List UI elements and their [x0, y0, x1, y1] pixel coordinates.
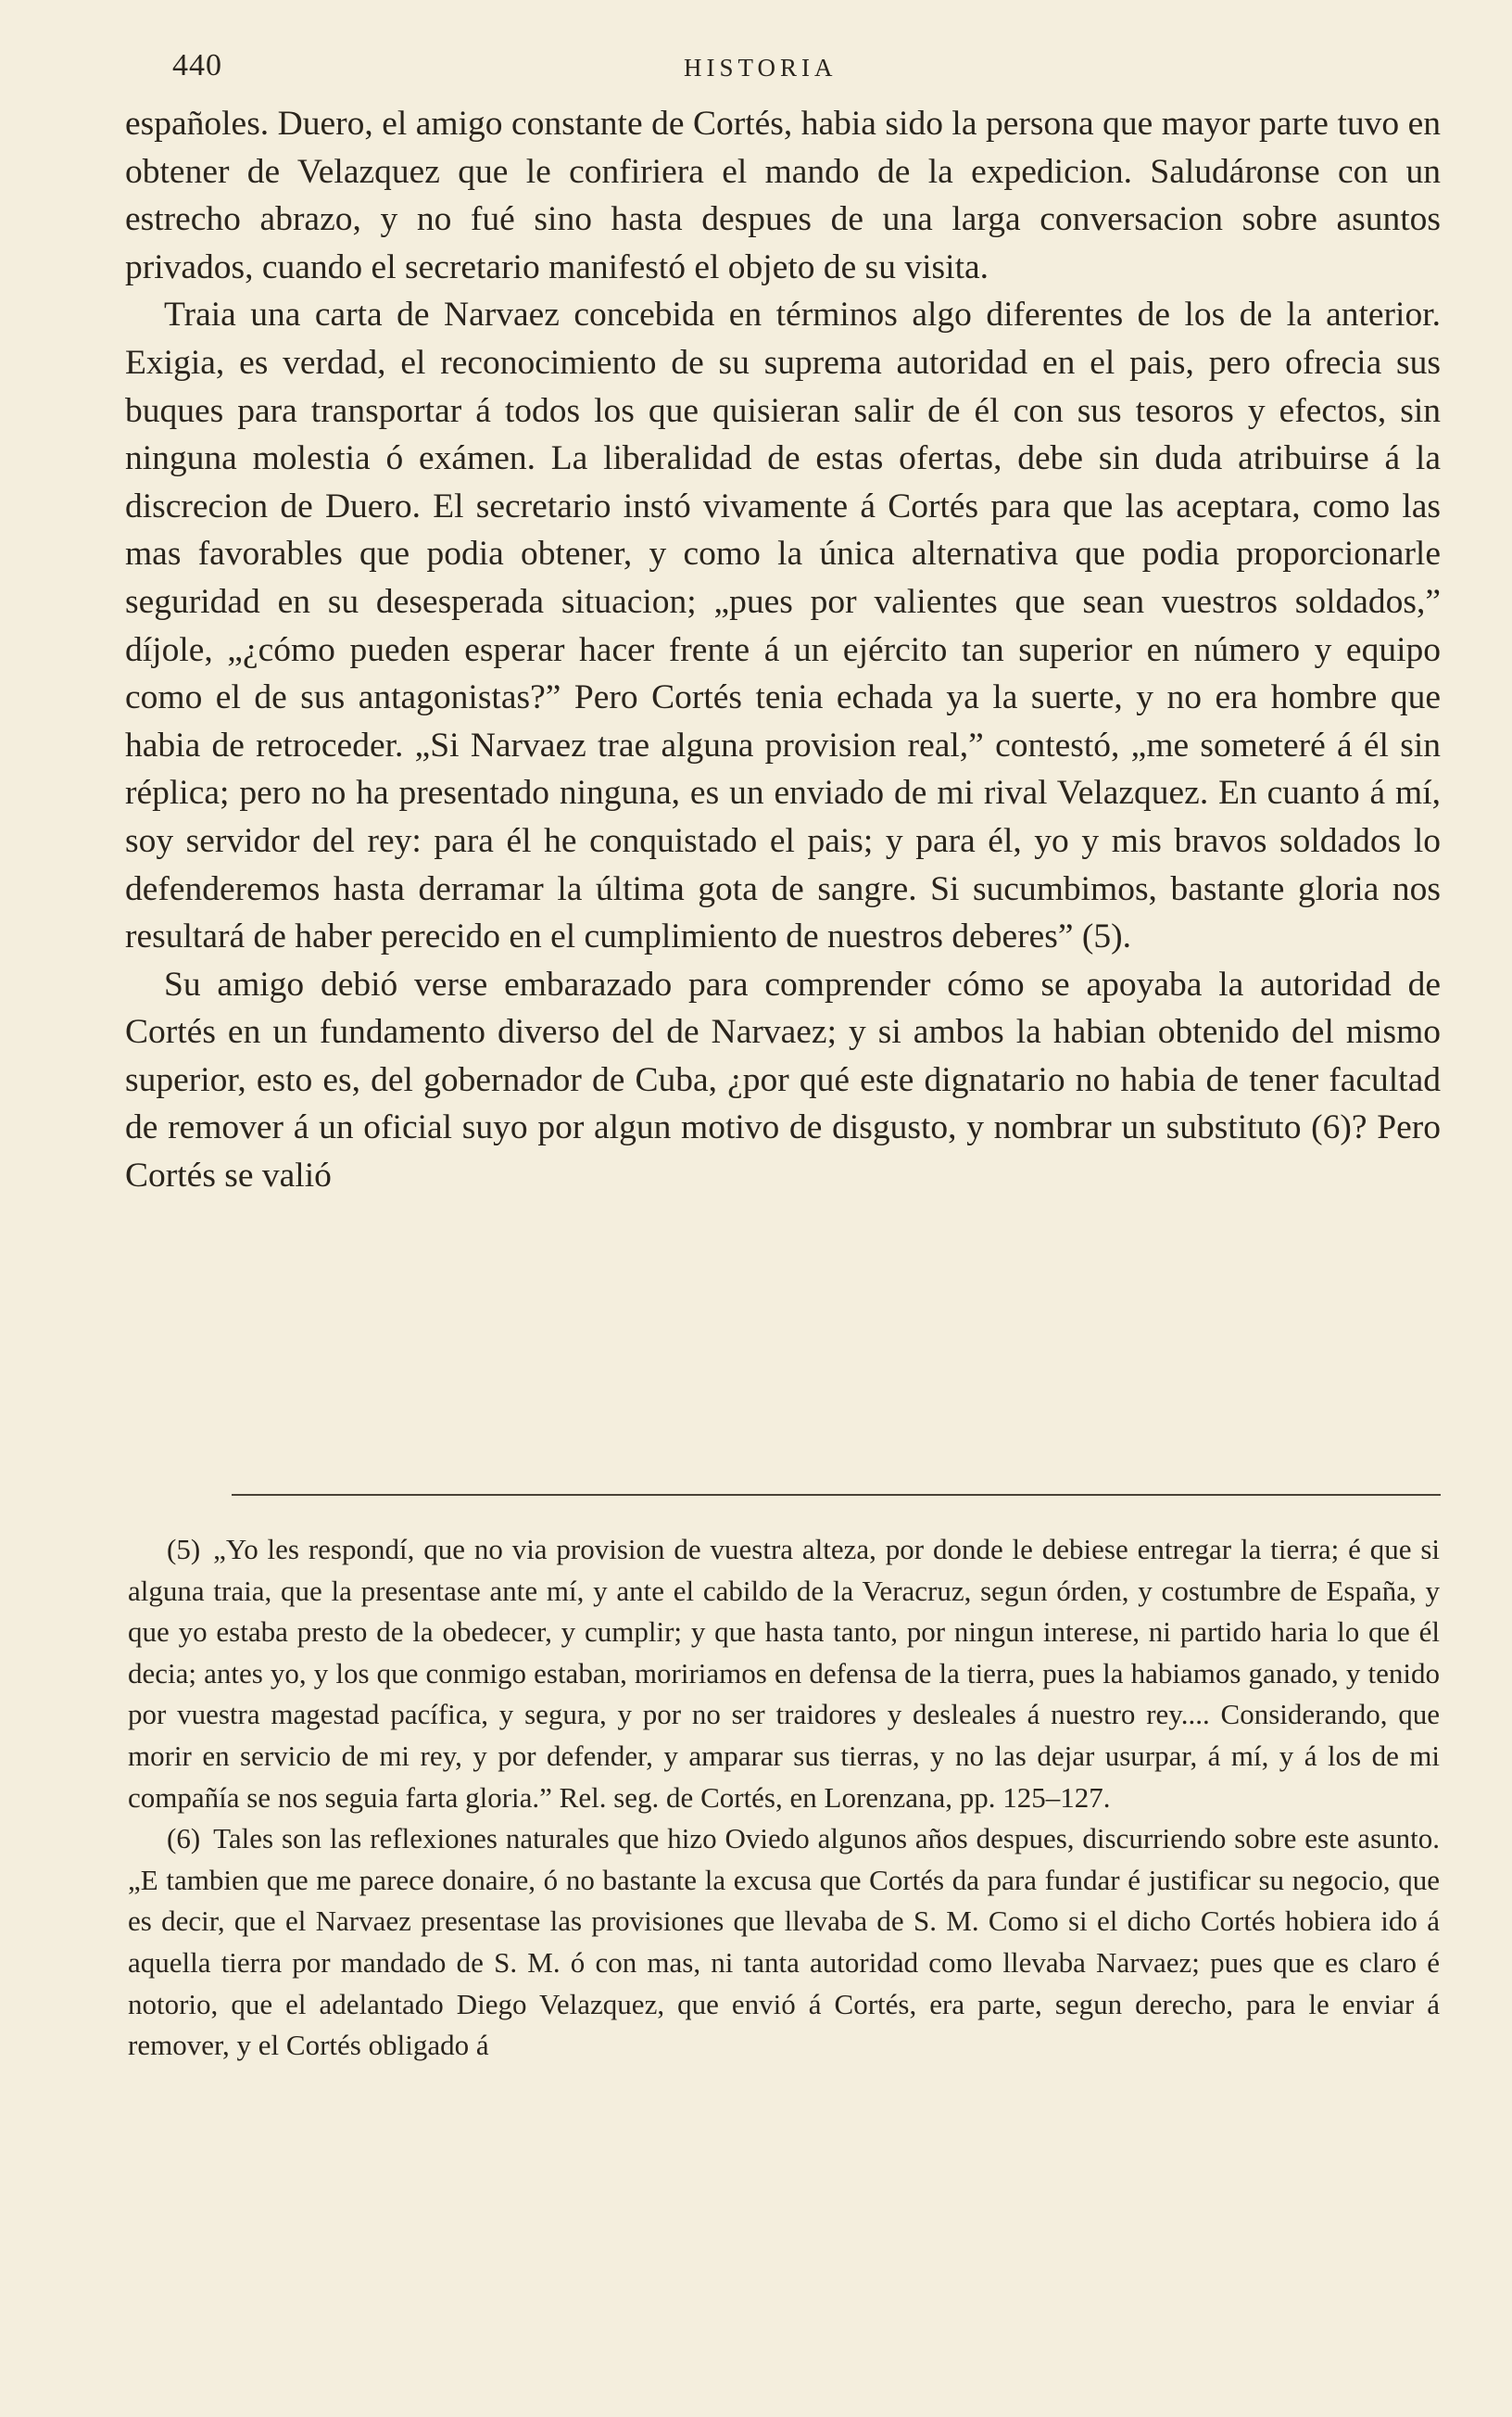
- body-text: [125, 100, 1441, 1200]
- running-title: HISTORIA: [684, 54, 838, 82]
- footnote-separator-rule: [232, 1494, 1441, 1496]
- page-number: 440: [172, 48, 222, 82]
- footnote-5-mark: (5): [167, 1533, 201, 1565]
- footnote-5: [128, 1529, 1440, 1818]
- footnote-6-mark: (6): [167, 1822, 201, 1855]
- footnote-6: [128, 1818, 1440, 2067]
- footnote-5-text: „Yo les respondí, que no via provision de vuestra alteza, por donde le debiese entregar la tierra; é que si alguna traia, que la presentase ante mí, y ante el cabildo de la Veracruz, segun órden, y costumbre de España, y que yo estaba presto de la obedecer, y cumplir; y que hasta tanto, por ningun interese, ni partido haria lo que él decia; antes yo, y los que conmigo estaban, moririamos en defensa de la tierra, pues la habiamos ganado, y tenido por vuestra magestad pacífica, y segura, y por no ser traidores y desleales á nuestro rey.... Considerando, que morir en servicio de mi rey, y por defender, y amparar sus tierras, y no las dejar usurpar, á mí, y á los de mi compañía se nos seguia farta gloria.” Rel. seg. de Cortés, en Lorenzana, pp. 125–127.: [128, 1533, 1440, 1814]
- paragraph-1: españoles. Duero, el amigo constante de Cortés, habia sido la persona que mayor parte tuvo en obtener de Velazquez que le confiriera el mando de la expedicion. Saludáronse con un estrecho abrazo, y no fué sino hasta despues de una larga conversacion sobre asuntos privados, cuando el secretario manifestó el objeto de su visita.: [125, 105, 1441, 286]
- paragraph-3: Su amigo debió verse embarazado para comprender cómo se apoyaba la autoridad de Cortés en un fundamento diverso del de Narvaez; y si ambos la habian obtenido del mismo superior, esto es, del gobernador de Cuba, ¿por qué este dignatario no habia de tener facultad de remover á un oficial suyo por algun motivo de disgusto, y nombrar un substituto (6)? Pero Cortés se valió: [125, 965, 1441, 1196]
- footnotes: [128, 1529, 1440, 2067]
- footnote-6-text: Tales son las reflexiones naturales que hizo Oviedo algunos años despues, discurriendo sobre este asunto. „E tambien que me parece donaire, ó no bastante la excusa que Cortés da para fundar é justificar su negocio, que es decir, que el Narvaez presentase las provisiones que llevaba de S. M. Como si el dicho Cortés hobiera ido á aquella tierra por mandado de S. M. ó con mas, ni tanta autoridad como llevaba Narvaez; pues que es claro é notorio, que el adelantado Diego Velazquez, que envió á Cortés, era parte, segun derecho, para le enviar á remover, y el Cortés obligado á: [128, 1822, 1440, 2062]
- running-head: [165, 48, 1443, 95]
- paragraph-2: Traia una carta de Narvaez concebida en términos algo diferentes de los de la anterior. Exigia, es verdad, el reconocimiento de su suprema autoridad en el pais, pero ofrecia sus buques para transportar á todos los que quisieran salir de él con sus tesoros y efectos, sin ninguna molestia ó exámen. La liberalidad de estas ofertas, debe sin duda atribuirse á la discrecion de Duero. El secretario instó vivamente á Cortés para que las aceptara, como las mas favorables que podia obtener, y como la única alternativa que podia proporcionarle seguridad en su desesperada situacion; „pues por valientes que sean vuestros soldados,” díjole, „¿cómo pueden esperar hacer frente á un ejército tan superior en número y equipo como el de sus antagonistas?” Pero Cortés tenia echada ya la suerte, y no era hombre que habia de retroceder. „Si Narvaez trae alguna provision real,” contestó, „me someteré á él sin réplica; pero no ha presentado ninguna, es un enviado de mi rival Velazquez. En cuanto á mí, soy servidor del rey: para él he conquistado el pais; y para él, yo y mis bravos soldados lo defenderemos hasta derramar la última gota de sangre. Si sucumbimos, bastante gloria nos resultará de haber perecido en el cumplimiento de nuestros deberes” (5).: [125, 296, 1441, 956]
